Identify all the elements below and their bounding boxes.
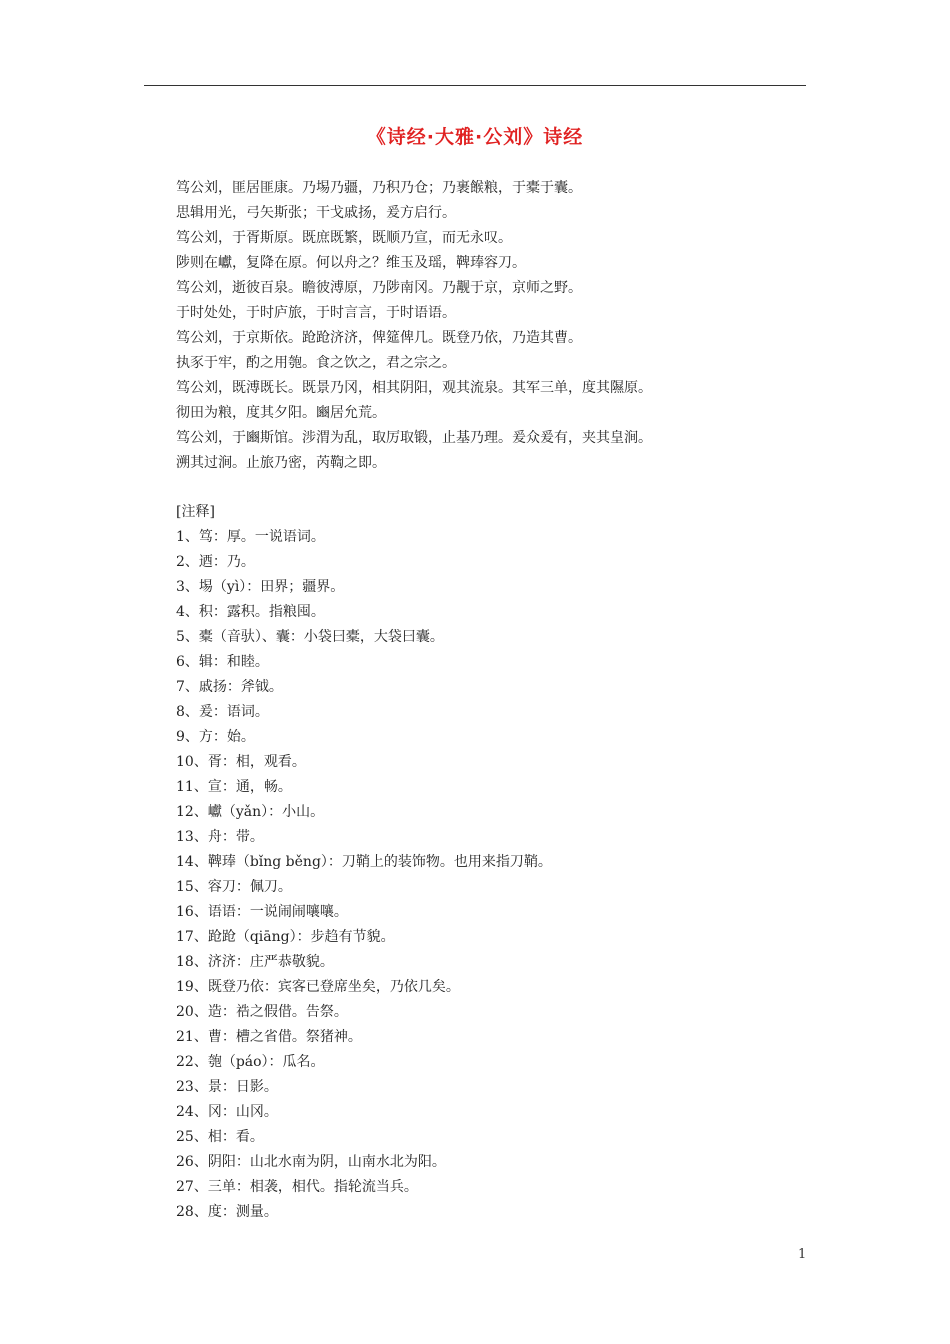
poem-line: 笃公刘，于京斯依。跄跄济济，俾筵俾几。既登乃依，乃造其曹。: [176, 330, 582, 346]
note-item: 14、鞞琫（bǐng běng）：刀鞘上的装饰物。也用来指刀鞘。: [176, 854, 552, 870]
poem-body: [176, 176, 816, 476]
note-item: 19、既登乃依：宾客已登席坐矣，乃依几矣。: [176, 979, 460, 995]
note-item: 26、阴阳：山北水南为阴，山南水北为阳。: [176, 1154, 446, 1170]
poem-line: 于时处处，于时庐旅，于时言言，于时语语。: [176, 305, 456, 321]
note-item: 23、景：日影。: [176, 1079, 278, 1095]
notes-section: [176, 500, 816, 1225]
poem-line: 执豕于牢，酌之用匏。食之饮之，君之宗之。: [176, 355, 456, 371]
page-number: 1: [798, 1247, 807, 1262]
poem-line: 笃公刘，于豳斯馆。涉渭为乱，取厉取锻，止基乃理。爰众爰有，夹其皇涧。: [176, 430, 652, 446]
note-item: 4、积：露积。指粮囤。: [176, 604, 325, 620]
note-item: 15、容刀：佩刀。: [176, 879, 292, 895]
note-item: 21、曹：槽之省借。祭猪神。: [176, 1029, 362, 1045]
poem-line: 笃公刘，于胥斯原。既庶既繁，既顺乃宣，而无永叹。: [176, 230, 512, 246]
poem-line: 笃公刘，匪居匪康。乃埸乃疆，乃积乃仓；乃裹餱粮，于橐于囊。: [176, 180, 582, 196]
note-item: 3、埸（yì）：田界；疆界。: [176, 579, 345, 595]
note-item: 18、济济：庄严恭敬貌。: [176, 954, 334, 970]
note-item: 8、爰：语词。: [176, 704, 269, 720]
header-rule: [144, 85, 806, 86]
note-item: 6、辑：和睦。: [176, 654, 269, 670]
notes-heading: [注释]: [176, 504, 215, 520]
poem-line: 思辑用光，弓矢斯张；干戈戚扬，爰方启行。: [176, 205, 456, 221]
note-item: 28、度：测量。: [176, 1204, 278, 1220]
note-item: 25、相：看。: [176, 1129, 264, 1145]
poem-line: 笃公刘，既溥既长。既景乃冈，相其阴阳，观其流泉。其军三单，度其隰原。: [176, 380, 652, 396]
page-title: 《诗经·大雅·公刘》诗经: [366, 126, 584, 148]
note-item: 13、舟：带。: [176, 829, 264, 845]
note-item: 22、匏（páo）：瓜名。: [176, 1054, 325, 1070]
poem-line: 陟则在巘，复降在原。何以舟之？维玉及瑶，鞞琫容刀。: [176, 255, 526, 271]
note-item: 7、戚扬：斧钺。: [176, 679, 283, 695]
note-item: 1、笃：厚。一说语词。: [176, 529, 325, 545]
note-item: 12、巘（yǎn）：小山。: [176, 804, 325, 820]
note-item: 5、橐（音驮）、囊：小袋曰橐，大袋曰囊。: [176, 629, 444, 645]
note-item: 11、宣：通，畅。: [176, 779, 292, 795]
poem-line: 笃公刘，逝彼百泉。瞻彼溥原，乃陟南冈。乃觏于京，京师之野。: [176, 280, 582, 296]
note-item: 17、跄跄（qiāng）：步趋有节貌。: [176, 929, 395, 945]
note-item: 24、冈：山冈。: [176, 1104, 278, 1120]
note-item: 16、语语：一说闹闹嚷嚷。: [176, 904, 348, 920]
note-item: 10、胥：相，观看。: [176, 754, 306, 770]
note-item: 20、造：祰之假借。告祭。: [176, 1004, 348, 1020]
note-item: 2、迺：乃。: [176, 554, 255, 570]
note-item: 27、三单：相袭，相代。指轮流当兵。: [176, 1179, 418, 1195]
poem-line: 溯其过涧。止旅乃密，芮鞫之即。: [176, 455, 386, 471]
note-item: 9、方：始。: [176, 729, 255, 745]
poem-line: 彻田为粮，度其夕阳。豳居允荒。: [176, 405, 386, 421]
